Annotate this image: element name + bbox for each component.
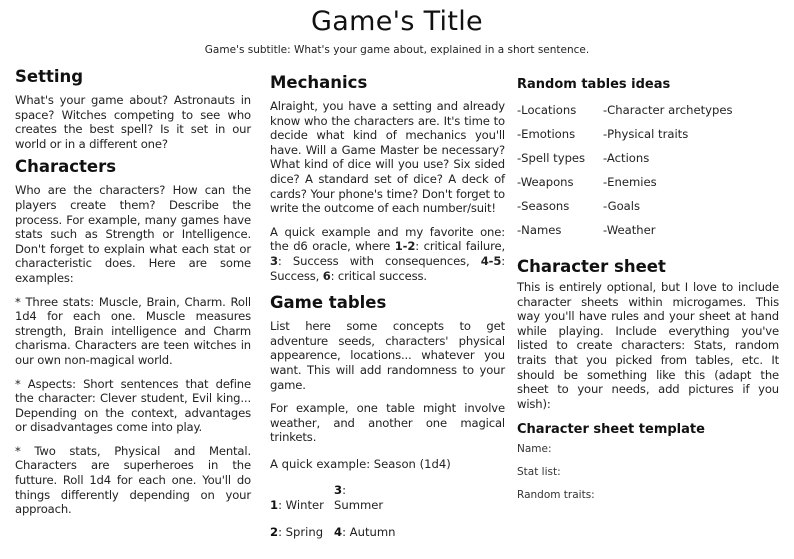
- season-entry: [270, 498, 334, 513]
- game-subtitle: Game's subtitle: What's your game about, explained in a short sentence.: [204, 44, 590, 56]
- characters-intro: Who are the characters? How can the players create them? Describe the process. For example, many games have stats such as Strength or Intelligence. Don't forget to explain what each stat or characteristic does. Here are some examples:: [15, 183, 251, 285]
- mechanics-body: Alraight, you have a setting and already know who the characters are. It's time to decide what kind of mechanics you'll have. Will a Game Master be necessary? What kind of dice will you use? Six sided dice? A standard set of dice? A deck of cards? Your phone's time? Don't forget to write the outcome of each number/suit!: [270, 99, 505, 216]
- setting-heading: Setting: [15, 67, 84, 86]
- characters-example-2: * Aspects: Short sentences that define the character: Clever student, Evil king... Depending on the context, advantages or disadvantages come into play.: [15, 376, 251, 435]
- setting-body: What's your game about? Astronauts in space? Witches competing to see who creates the best spell? Is it set in our world or in a different one?: [15, 93, 251, 151]
- list-item: -Emotions: [517, 127, 576, 141]
- season-num: 2: [270, 524, 279, 539]
- season-name: : Winter: [278, 498, 324, 513]
- random-tables-list: [517, 98, 779, 242]
- list-item: -Actions: [603, 151, 650, 165]
- list-item: -Names: [517, 223, 562, 237]
- list-item: -Goals: [603, 199, 641, 213]
- list-item: -Locations: [517, 103, 577, 117]
- field-stat-list: Stat list:: [517, 466, 561, 479]
- list-item: -Physical traits: [603, 127, 689, 141]
- random-tables-heading: Random tables ideas: [517, 77, 671, 92]
- oracle-key: 3: [270, 253, 278, 268]
- season-entry: [334, 483, 398, 512]
- character-sheet-body: This is entirely optional, but I love to include character sheets within microgames. This way you'll have rules and your sheet at hand while playing. Include everything you've listed to create characters: Stats, random traits that you picked from tables, etc. It should be something like this (adapt the sheet to your needs, add pictures if you wish):: [517, 280, 779, 411]
- season-name: : Spring: [278, 524, 324, 539]
- field-name: Name:: [517, 443, 552, 456]
- character-sheet-heading: Character sheet: [517, 257, 666, 276]
- game-tables-example: For example, one table might involve weather, and another one magical trinkets.: [270, 401, 505, 445]
- mechanics-heading: Mechanics: [270, 73, 368, 92]
- list-item: -Weapons: [517, 175, 574, 189]
- oracle-key: 4-5: [480, 253, 502, 268]
- oracle-text: : Success,: [270, 253, 505, 283]
- characters-example-1: * Three stats: Muscle, Brain, Charm. Roll 1d4 for each one. Muscle measures strength, Brain intelligence and Charm charisma. Characters are teen witches in our own non-magical world.: [15, 294, 251, 367]
- characters-example-3: * Two stats, Physical and Mental. Characters are superheroes in the futture. Roll 1d4 for each one. You'll do things differently depending on your approach.: [15, 443, 251, 517]
- mechanics-oracle: [270, 225, 505, 283]
- list-item: -Seasons: [517, 199, 570, 213]
- oracle-intro: A quick example and my favorite one: the d6 oracle, where: [270, 224, 505, 254]
- list-item: -Character archetypes: [603, 103, 733, 117]
- season-name: : Summer: [334, 483, 384, 513]
- season-name: : Autumn: [342, 524, 396, 539]
- characters-heading: Characters: [15, 157, 117, 177]
- season-row-1: [270, 483, 505, 512]
- season-num: 4: [334, 524, 343, 539]
- game-tables-heading: Game tables: [270, 293, 387, 313]
- oracle-text: : critical success.: [330, 268, 427, 283]
- season-intro: A quick example: Season (1d4): [270, 456, 451, 471]
- game-tables-body: List here some concepts to get adventure seeds, characters' physical appearence, locations... whatever you want. This will add randomness to your game.: [270, 319, 505, 392]
- list-item: -Spell types: [517, 151, 586, 165]
- list-item: -Weather: [603, 223, 656, 237]
- season-num: 1: [270, 498, 279, 513]
- oracle-key: 6: [322, 268, 331, 283]
- oracle-text: : Success with consequences,: [277, 253, 481, 268]
- oracle-key: 1-2: [394, 239, 416, 254]
- field-random-traits: Random traits:: [517, 489, 595, 502]
- season-num: 3: [334, 483, 343, 498]
- column-right: [517, 76, 779, 502]
- list-item: -Enemies: [603, 175, 657, 189]
- season-entry: [270, 525, 334, 540]
- season-entry: [334, 525, 398, 540]
- column-middle: [270, 72, 505, 539]
- oracle-text: : critical failure,: [415, 239, 506, 254]
- game-title: Game's Title: [311, 6, 483, 37]
- season-row-2: [270, 525, 505, 540]
- column-left: [15, 66, 251, 517]
- character-sheet-template-heading: Character sheet template: [517, 422, 705, 438]
